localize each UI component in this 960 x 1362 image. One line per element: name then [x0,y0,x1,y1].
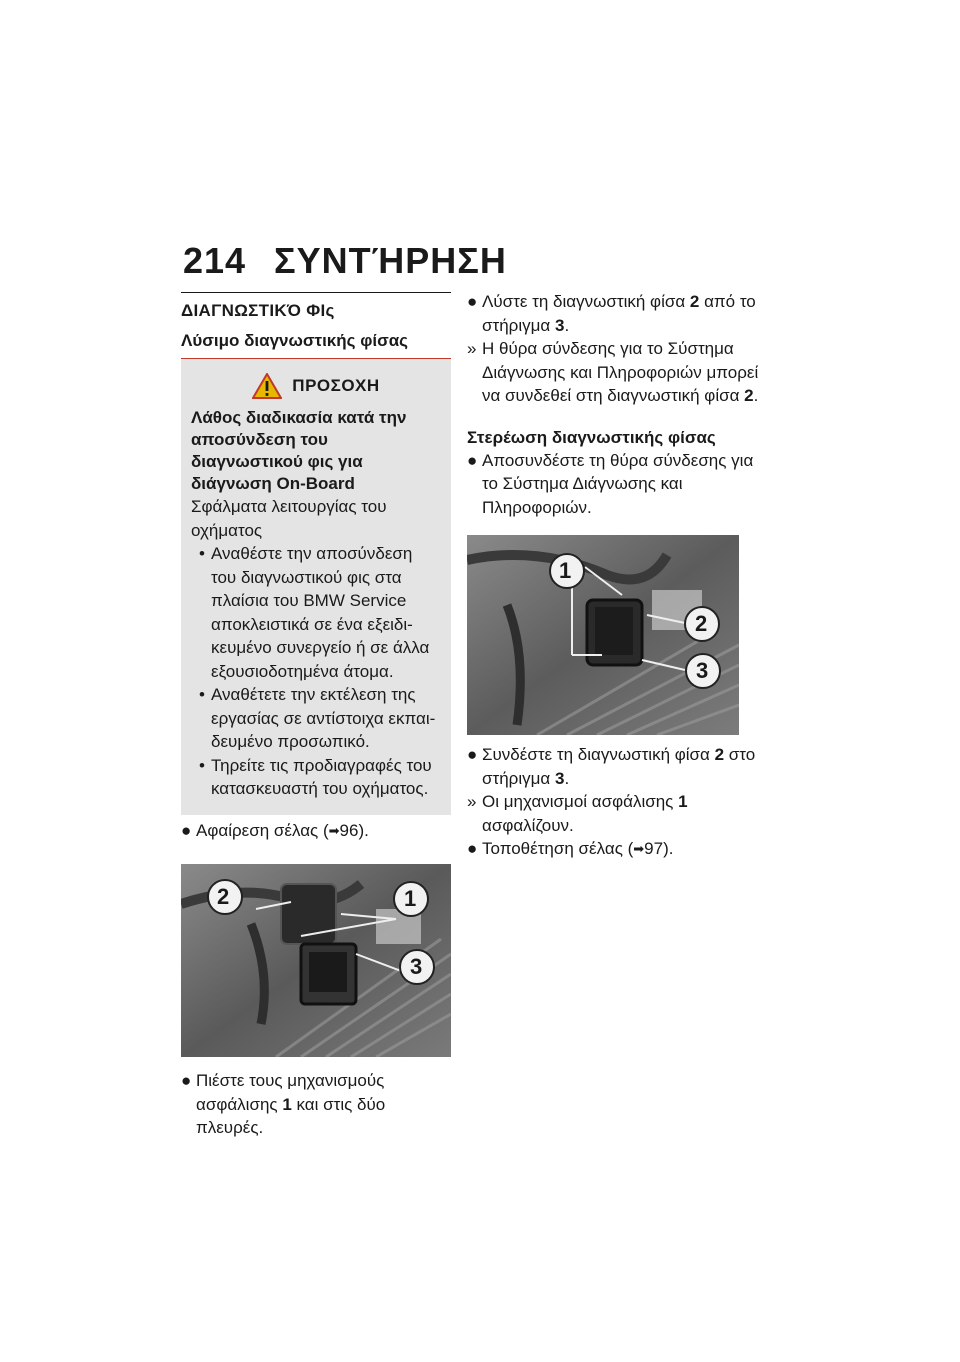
photo-diagnostic-plug-right [467,535,739,735]
result-arrow-icon: » [467,792,477,811]
callout-label: 3 [696,658,709,683]
warning-title: Λάθος διαδικασία κατά την αποσύνδεση του διαγνωστικού φις για διάγνωση On-Board [191,408,407,493]
step-press-locks: ● Πιέστε τους μηχανισμούς ασφάλισης 1 και στις δύο πλευρές. [181,1071,386,1137]
callout-label: 1 [404,886,417,911]
page-ref[interactable]: 96 [339,820,359,840]
page-ref[interactable]: 97 [644,839,664,858]
warning-triangle-icon [252,373,282,399]
bullet-icon: ● [467,292,478,311]
page-title: ΣΥΝΤΉΡΗΣΗ [274,240,507,281]
step-release-plug: ● Λύστε τη διαγνωστική φίσα 2 από το στήριγμα 3. [467,292,756,335]
bullet-icon: • [199,544,205,563]
callout-label: 3 [410,954,423,979]
warning-bullet: • Αναθέτετε την εκτέλεση της εργασίας σε αντίστοιχα εκπαιδευμένο προσωπικό. [199,685,436,751]
bullet-icon: ● [467,839,478,858]
section-rule [181,292,451,293]
warning-box [181,359,451,815]
warning-bullet: • Αναθέστε την αποσύνδεση του διαγνωστικού φις στα πλαίσια του BMW Service αποκλειστικά σε ένα εξειδικευμένο συνεργείο ή σε άλλα εξουσιοδοτημένα άτομα. [199,544,430,681]
page-ref-arrow-icon: ➡ [633,841,645,856]
callout-label: 2 [695,611,708,636]
callout-label: 2 [217,884,230,909]
section-fasten-title: Στερέωση διαγνωστικής φίσας [467,427,716,447]
bullet-icon: ● [181,820,192,840]
bullet-icon: • [199,755,205,775]
callout-label: 1 [559,558,572,583]
page-number: 214 [183,240,247,281]
warning-bullet: • Τηρείτε τις προδιαγραφές του κατασκευαστή του οχήματος. [199,755,432,798]
warning-header [191,373,441,399]
subsection-title: Λύσιμο διαγνωστικής φίσας [181,330,409,350]
result-port-connect: » Η θύρα σύνδεσης για το Σύστημα Διάγνωσης και Πληροφοριών μπορεί να συνδεθεί στη διαγνωστική φίσα 2. [467,339,759,405]
warning-label: ΠΡΟΣΟΧΗ [292,376,380,396]
bullet-icon: ● [467,745,478,764]
bullet-icon: • [199,685,205,704]
left-column [181,292,451,1140]
result-arrow-icon: » [467,339,477,358]
warning-consequence: Σφάλματα λειτουργίας του οχήματος [191,497,387,540]
result-locks-engage: » Οι μηχανισμοί ασφάλισης 1 ασφαλίζουν. [467,792,688,835]
bullet-icon: ● [181,1071,192,1090]
step-install-seat: ● Τοποθέτηση σέλας (➡97). [467,837,767,861]
photo-diagnostic-plug-left [181,864,451,1057]
bullet-icon: ● [467,450,478,470]
right-column [467,290,767,861]
page-ref-arrow-icon: ➡ [328,822,340,838]
step-connect-plug: ● Συνδέστε τη διαγνωστική φίσα 2 στο στήριγμα 3. [467,745,756,788]
step-remove-seat: ● Αφαίρεση σέλας (➡96). [181,819,451,843]
step-disconnect-port: ● Αποσυνδέστε τη θύρα σύνδεσης για το Σύστημα Διάγνωσης και Πληροφοριών. [467,450,754,517]
section-title: ΔΙΑΓΝΩΣΤΙΚΌ ΦΙς [181,301,335,320]
